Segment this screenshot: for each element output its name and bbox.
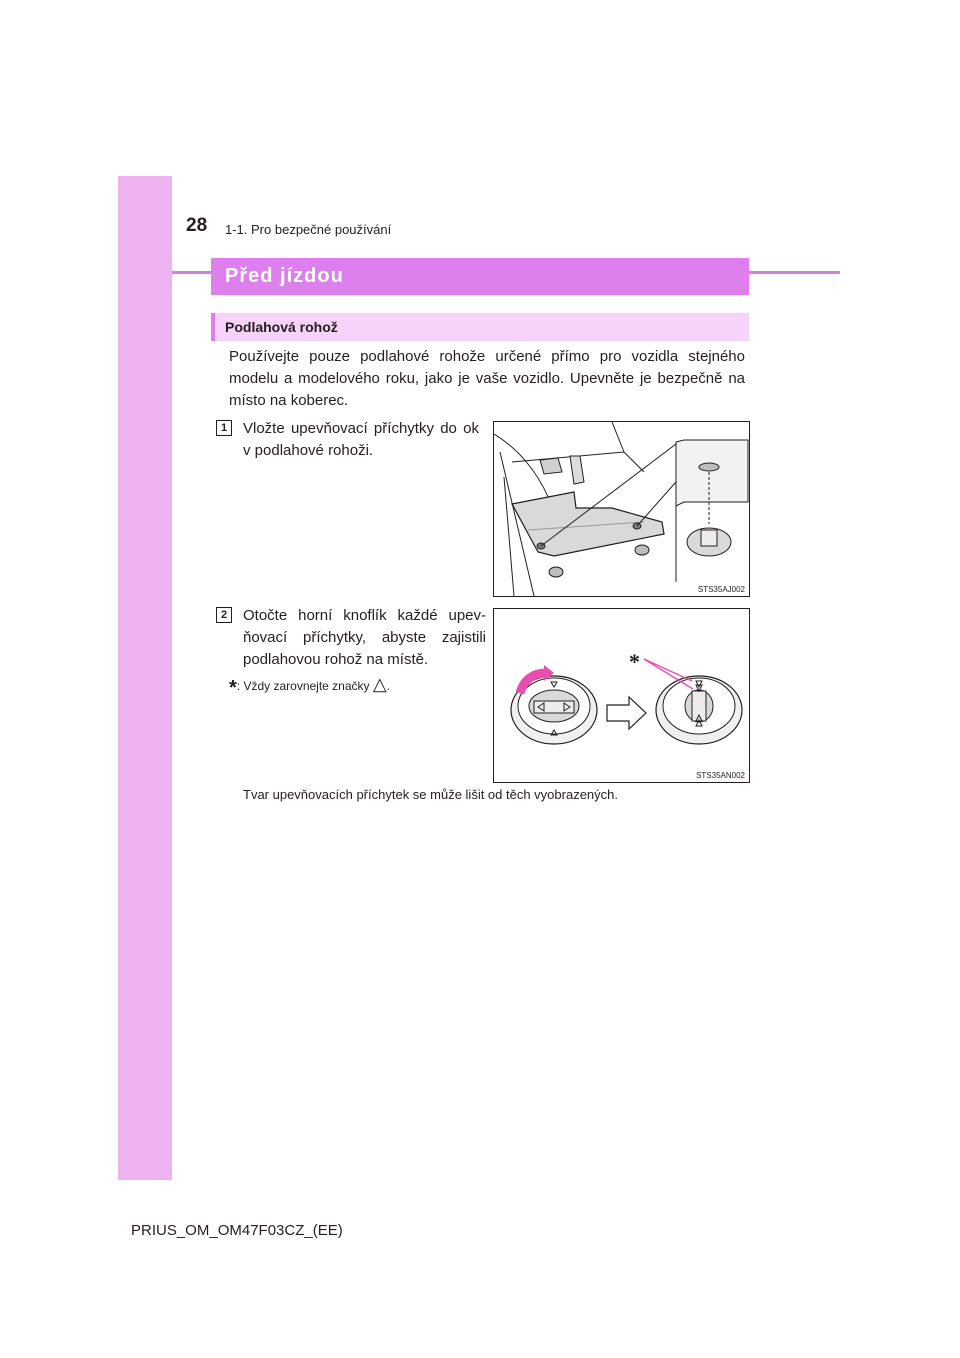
page-number: 28 (186, 215, 208, 236)
chapter-side-bar (118, 176, 172, 1180)
note-text: : Vždy zarovnejte značky (236, 679, 370, 693)
document-code-footer: PRIUS_OM_OM47F03CZ_(EE) (131, 1222, 343, 1239)
figure-code-1: STS35AJ002 (697, 585, 745, 594)
floor-mat-illustration (493, 421, 750, 597)
chapter-title: 1-1. Pro bezpečné používání (225, 222, 392, 237)
intro-paragraph: Používejte pouze podlahové rohože určené přímo pro vozidla stejného modelu a modelového roku, jako je vaše vozidlo. Upevněte je bezpečně na místo na koberec. (229, 348, 745, 409)
note-end: . (386, 679, 391, 693)
clip-rotation-drawing (494, 609, 749, 782)
clip-rotation-illustration (493, 608, 750, 783)
step-1-number: 1 (216, 420, 232, 436)
note-star: * (229, 677, 237, 699)
note (229, 674, 390, 700)
triangle-mark-icon: △ (372, 674, 387, 694)
figure-code-2: STS35AN002 (696, 771, 745, 780)
step-2-text: Otočte horní knoflík každé upev-ňovací příchytky, abyste zajistili podlahovou rohož na místě. (243, 607, 486, 668)
step-1-text: Vložte upevňovací příchytky do ok v podlahové rohoži. (243, 420, 479, 459)
floor-mat-drawing (494, 422, 749, 596)
figure-caption: Tvar upevňovacích příchytek se může lišit od těch vyobrazených. (243, 787, 619, 802)
subsection-title: Podlahová rohož (211, 313, 749, 341)
step-2-number: 2 (216, 607, 232, 623)
svg-text:*: * (629, 649, 640, 674)
section-title: Před jízdou (211, 258, 749, 295)
